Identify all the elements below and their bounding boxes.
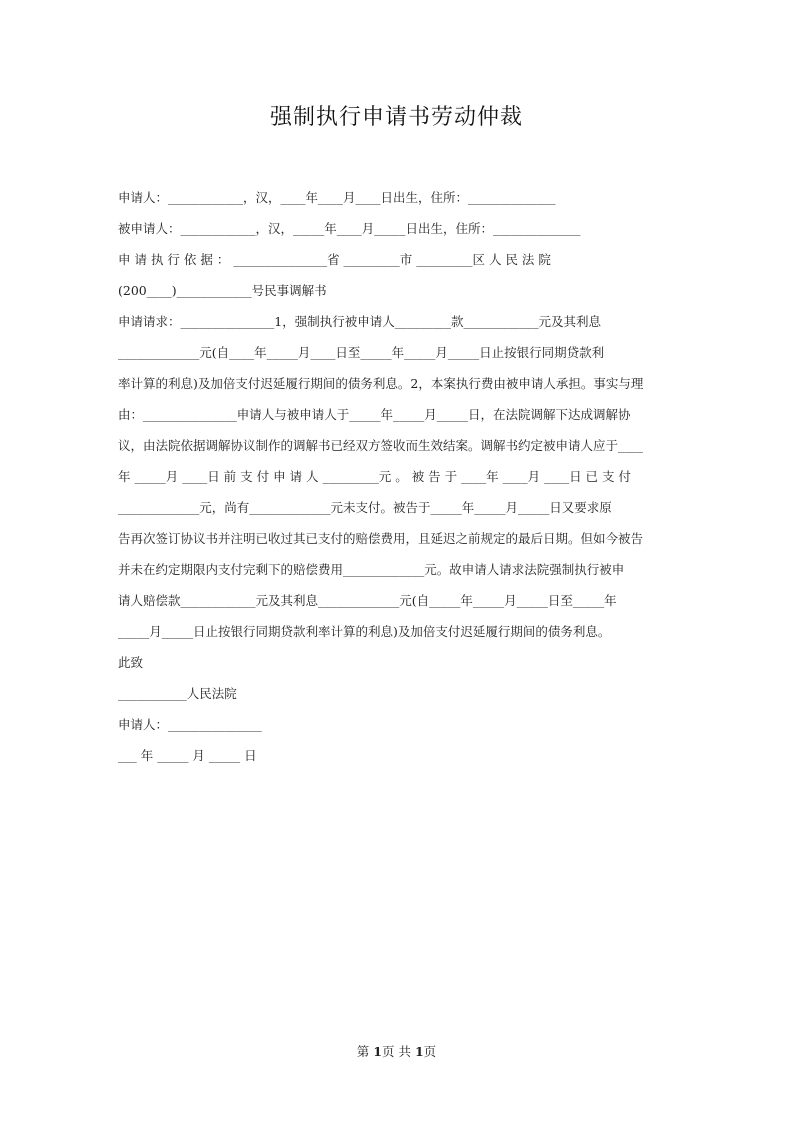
court-line: ___________人民法院 bbox=[118, 686, 237, 701]
request-line-11: _____月_____日止按银行同期贷款利率计算的利息)及加倍支付迟延履行期间的债务利息。 bbox=[118, 624, 611, 639]
current-page: 1 bbox=[373, 1044, 382, 1059]
request-line-6: 年 _____月 ____日 前 支 付 申 请 人 _________元 。 被 告 于 ____年 ____月 ____日 已 支 付 bbox=[118, 469, 631, 484]
document-title: 强制执行申请书劳动仲裁 bbox=[269, 105, 523, 130]
request-line-4: 由：_______________申请人与被申请人于_____年_____月_____日，在法院调解下达成调解协 bbox=[118, 407, 631, 422]
respondent-line: 被申请人：____________，汉，_____年____月_____日出生，住所：______________ bbox=[118, 221, 581, 236]
request-line-9: 并未在约定期限内支付完剩下的赔偿费用_____________元。故申请人请求法院强制执行被申 bbox=[118, 562, 625, 577]
page-footer bbox=[0, 1042, 793, 1060]
request-line-3: 率计算的利息)及加倍支付迟延履行期间的债务利息。2，本案执行费由被申请人承担。事实与理 bbox=[118, 376, 644, 391]
total-pages: 1 bbox=[414, 1044, 424, 1059]
document-body bbox=[118, 182, 674, 771]
request-line-5: 议，由法院依据调解协议制作的调解书已经双方签收而生效结案。调解书约定被申请人应于____ bbox=[118, 438, 644, 453]
mediation-doc-line: (200____)____________号民事调解书 bbox=[118, 283, 327, 298]
request-line-7: _____________元，尚有_____________元未支付。被告于_____年_____月_____日又要求原 bbox=[118, 500, 612, 515]
footer-prefix: 第 bbox=[356, 1044, 370, 1059]
footer-mid: 页 共 bbox=[382, 1044, 411, 1059]
request-line-2: _____________元(自____年_____月____日至_____年_____月_____日止按银行同期贷款利 bbox=[118, 345, 605, 360]
request-line-10: 请人赔偿款____________元及其利息_____________元(自_____年_____月_____日至_____年 bbox=[118, 593, 617, 608]
request-line-8: 告再次签订协议书并注明已收过其已支付的赔偿费用，且延迟之前规定的最后日期。但如今被告 bbox=[118, 531, 644, 546]
applicant-line: 申请人：____________，汉，____年____月____日出生，住所：______________ bbox=[118, 190, 556, 205]
request-line-1: 申请请求：_______________1，强制执行被申请人_________款____________元及其利息 bbox=[118, 314, 601, 329]
signature-line: 申请人：_______________ bbox=[118, 717, 262, 732]
footer-suffix: 页 bbox=[423, 1044, 437, 1059]
basis-line: 申 请 执 行 依 据 ： _______________省 _________市 _________区 人 民 法 院 bbox=[118, 252, 551, 267]
salutation: 此致 bbox=[118, 655, 144, 670]
date-line: ___ 年 _____ 月 _____ 日 bbox=[118, 748, 257, 763]
